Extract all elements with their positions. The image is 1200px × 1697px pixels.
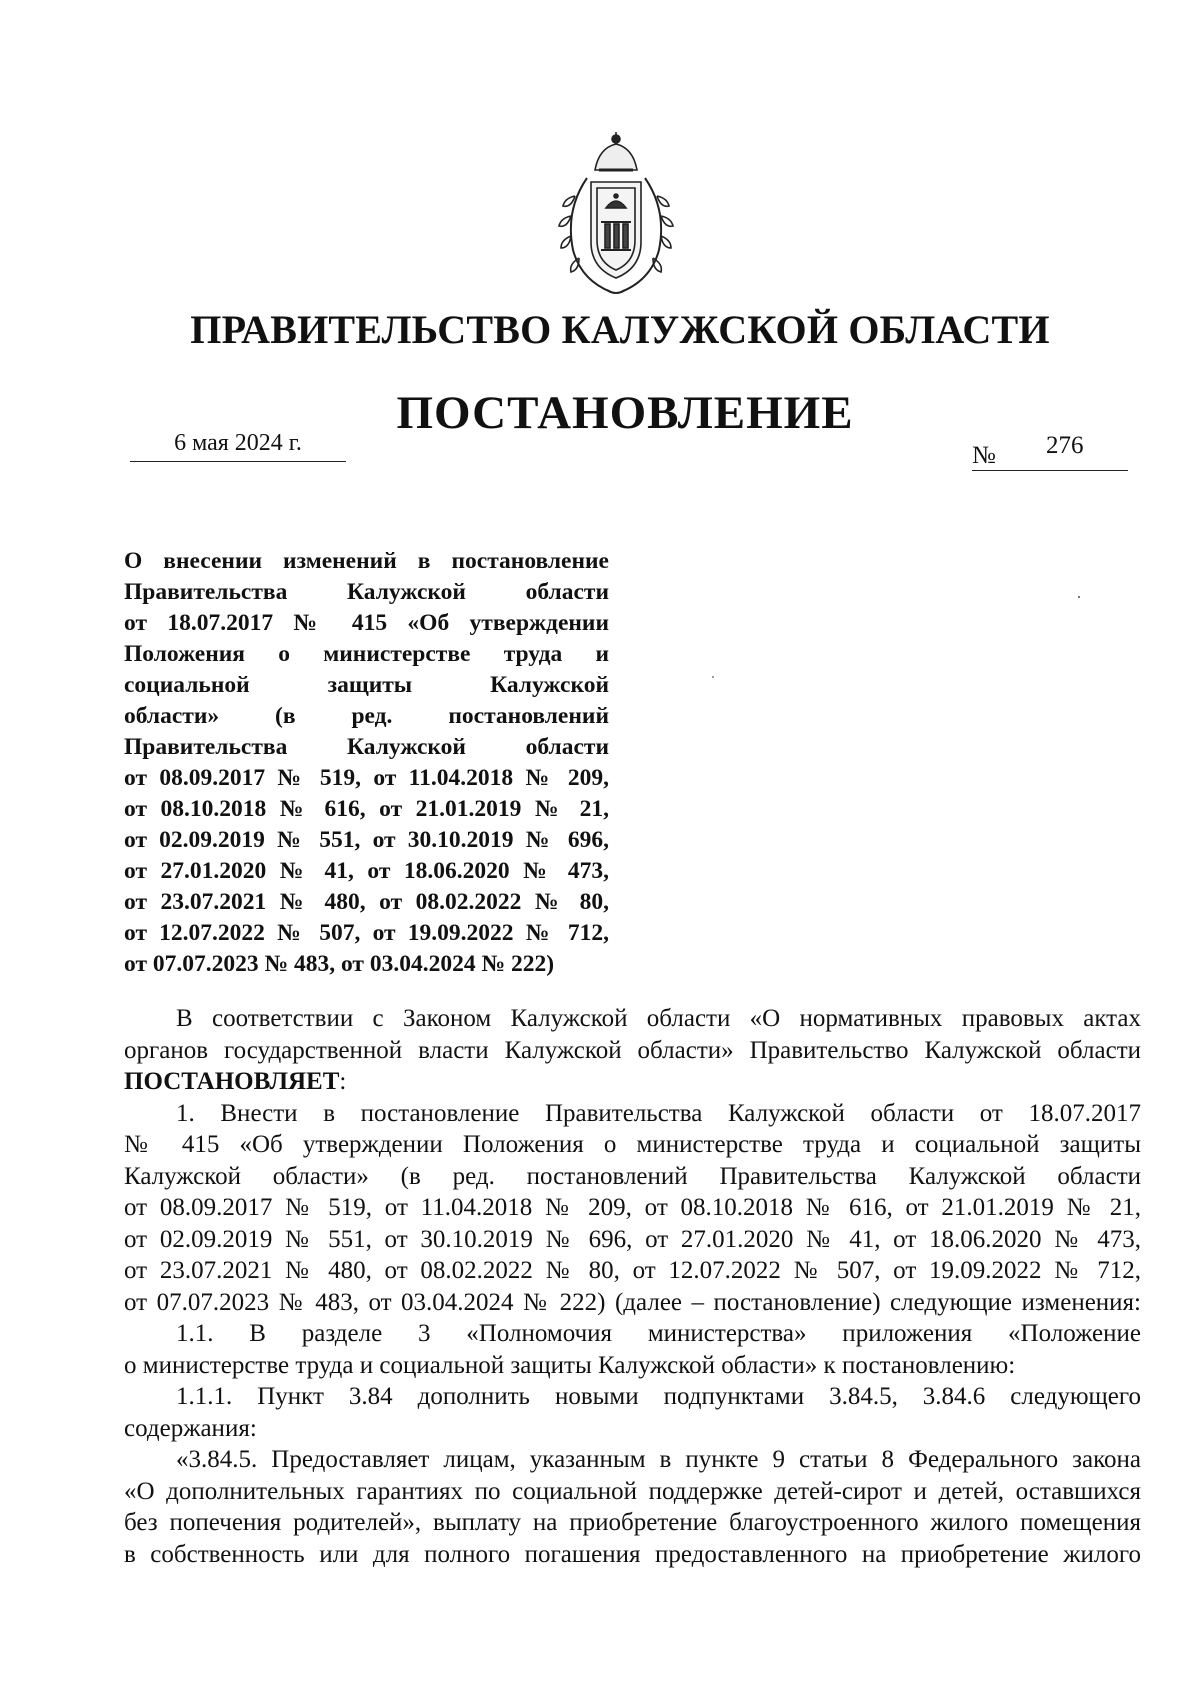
decree-colon: : (339, 1068, 347, 1095)
body-line: от 07.07.2023 № 483, от 03.04.2024 № 222) (далее – постановление) следующие изменения: (124, 1288, 1141, 1316)
body-line: о министерстве труда и социальной защиты Калужской области» к постановлению: (124, 1351, 1016, 1379)
body-line: 1.1. В разделе 3 «Полномочия министерства» приложения «Положение (176, 1320, 1141, 1347)
title-line: от 02.09.2019 № 551, от 30.10.2019 № 696, (124, 827, 609, 853)
decree-word-line (124, 1066, 1141, 1098)
decree-word: ПОСТАНОВЛЯЕТ (124, 1068, 340, 1095)
title-line: области» (в ред. постановлений (124, 703, 609, 729)
title-line: от 23.07.2021 № 480, от 08.02.2022 № 80, (124, 889, 609, 915)
body-line: в собственность или для полного погашения предоставленного на приобретение жилого (124, 1540, 1141, 1568)
number-sign: № (972, 442, 996, 469)
title-line: от 12.07.2022 № 507, от 19.09.2022 № 712, (124, 920, 609, 946)
document-date: 6 мая 2024 г. (130, 430, 346, 462)
title-line: О внесении изменений в постановление (124, 548, 609, 574)
body-line: от 08.09.2017 № 519, от 11.04.2018 № 209, от 08.10.2018 № 616, от 21.01.2019 № 21, (124, 1194, 1141, 1221)
document-body (124, 1003, 1141, 1570)
title-line: Правительства Калужской области (124, 734, 609, 760)
body-line: 1. Внести в постановление Правительства Калужской области от 18.07.2017 (176, 1099, 1141, 1127)
body-line: органов государственной власти Калужской области» Правительство Калужской области (124, 1036, 1141, 1064)
government-name-heading: ПРАВИТЕЛЬСТВО КАЛУЖСКОЙ ОБЛАСТИ (190, 307, 1050, 352)
body-line: содержания: (124, 1414, 257, 1442)
body-line: без попечения родителей», выплату на приобретение благоустроенного жилого помещения (124, 1509, 1141, 1536)
title-line: от 18.07.2017 № 415 «Об утверждении (124, 610, 609, 636)
body-line: В соответствии с Законом Калужской области «О нормативных правовых актах (176, 1005, 1141, 1032)
body-line: № 415 «Об утверждении Положения о министерстве труда и социальной защиты (124, 1131, 1141, 1158)
title-line: Правительства Калужской области (124, 579, 609, 605)
title-line: Положения о министерстве труда и (124, 641, 609, 667)
body-line: «3.84.5. Предоставляет лицам, указанным в пункте 9 статьи 8 Федерального закона (176, 1446, 1141, 1473)
scan-speck (712, 676, 714, 678)
body-line: от 02.09.2019 № 551, от 30.10.2019 № 696, от 27.01.2020 № 41, от 18.06.2020 № 473, (124, 1225, 1141, 1253)
title-line: социальной защиты Калужской (124, 672, 609, 698)
title-line: от 07.07.2023 № 483, от 03.04.2024 № 222) (124, 951, 555, 977)
document-title-block (124, 546, 609, 980)
body-line: от 23.07.2021 № 480, от 08.02.2022 № 80, от 12.07.2022 № 507, от 19.09.2022 № 712, (124, 1257, 1141, 1284)
title-line: от 08.10.2018 № 616, от 21.01.2019 № 21, (124, 796, 609, 822)
body-line: Калужской области» (в ред. постановлений Правительства Калужской области (124, 1162, 1141, 1190)
scan-speck (1078, 596, 1080, 598)
title-line: от 08.09.2017 № 519, от 11.04.2018 № 209, (124, 765, 609, 791)
coat-of-arms-emblem (551, 130, 681, 298)
title-line: от 27.01.2020 № 41, от 18.06.2020 № 473, (124, 858, 609, 884)
body-line: «О дополнительных гарантиях по социальной поддержке детей-сирот и детей, оставшихся (124, 1477, 1141, 1505)
document-number-field (972, 432, 1128, 471)
body-line: 1.1.1. Пункт 3.84 дополнить новыми подпунктами 3.84.5, 3.84.6 следующего (176, 1383, 1141, 1410)
document-number: 276 (1046, 432, 1084, 459)
document-type-heading: ПОСТАНОВЛЕНИЕ (396, 387, 854, 439)
